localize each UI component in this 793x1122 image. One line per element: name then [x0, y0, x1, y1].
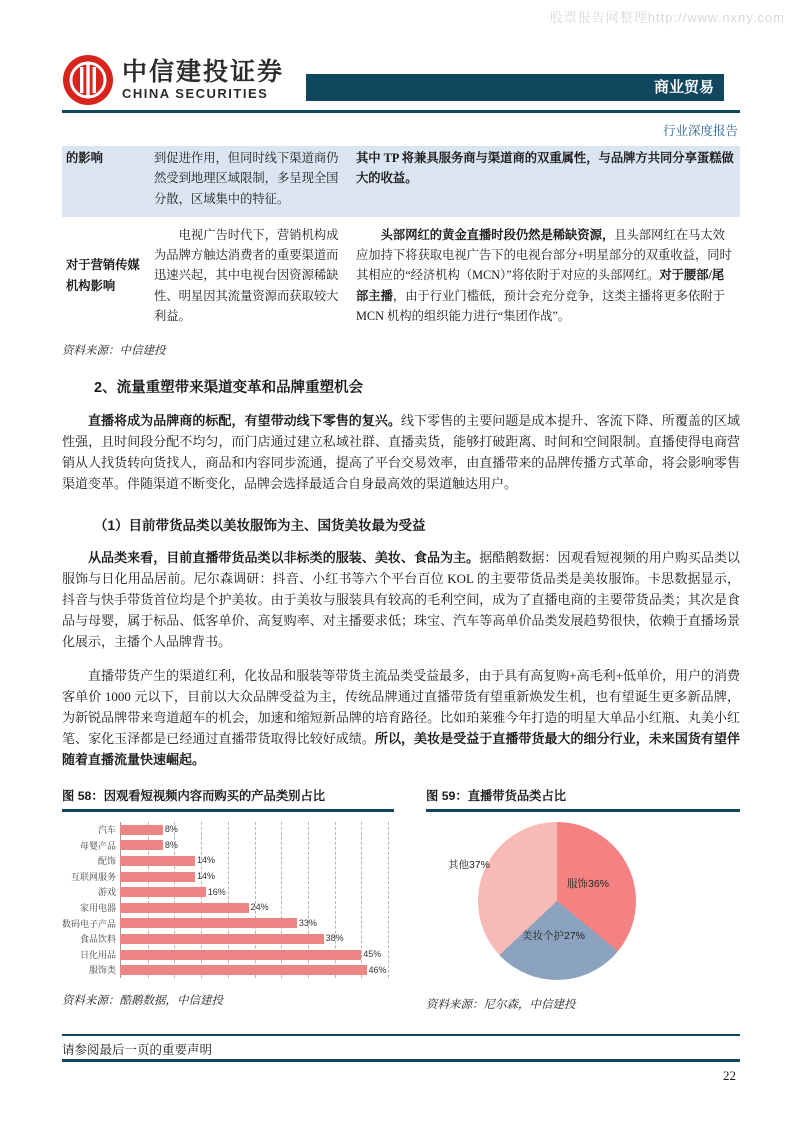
bar-row — [62, 884, 388, 900]
report-type-label: 行业深度报告 — [662, 124, 738, 138]
text-segment: 头部网红的黄金直播时段仍然是稀缺资源， — [380, 227, 615, 242]
text-segment: 直播带货产生的渠道红利，化妆品和服装等带货主流品类受益最多，由于具有高复购+高毛利+低单价，用户的消费客单价 1000 元以下，目前以大众品牌受益为主，传统品牌通过直播带货有望重新焕发生机，也有望诞生更多新品牌，为新锐品牌带来弯道超车的机会，加速和缩短新品牌的培育路径。比如珀莱雅今年打造的明星大单品小红瓶、丸美小红笔、家化玉泽都是已经通过直播带货取得比较好成绩。 — [62, 668, 740, 747]
text-segment: ，由于行业门槛低，预计会充分竞争，这类主播将更多依附于 MCN 机构的组织能力进行“集团作战”。 — [356, 288, 725, 323]
table-cell-traditional — [150, 217, 352, 334]
figure-58-title-rule — [62, 809, 394, 812]
bar-chart — [62, 820, 394, 984]
text-segment: 所以，美妆是受益于直播带货最大的细分行业，未来国货有望伴随着直播流量快速崛起。 — [62, 731, 740, 768]
bar-track — [120, 869, 388, 885]
figure-59-title-rule — [426, 809, 740, 812]
bar — [120, 903, 249, 913]
subsection-heading: （1）目前带货品类以美妆服饰为主、国货美妆最为受益 — [94, 518, 426, 534]
table-cell-rowlabel: 的影响 — [62, 146, 150, 217]
page-number: 22 — [723, 1068, 736, 1083]
bar — [120, 840, 163, 850]
watermark-text: 股票报告网整理http://www.nxny.com — [549, 10, 785, 25]
text-segment: 其中 TP 将兼具服务商与渠道商的双重属性，与品牌方共同分享蛋糕做大的收益。 — [356, 151, 734, 186]
bar-value-label: 38% — [325, 933, 344, 944]
bar-track — [120, 962, 388, 978]
bar-track — [120, 822, 388, 838]
text-segment: 线下零售的主要问题是成本提升、客流下降、所覆盖的区域性强，且时间段分配不均匀，而门店通过建立私域社群、直播卖货，能够打破距离、时间和空间限制。直播使得电商营销从人找货转向货找人，商品和内容同步流通，提高了平台交易效率，由直播带来的品牌传播方式革命，将会影响零售渠道变革。伴随渠道不断变化，品牌会选择最适合自身最高效的渠道触达用户。 — [62, 413, 740, 492]
bar-category-label: 母婴产品 — [79, 840, 116, 851]
figure-58-title: 图 58：因观看短视频内容而购买的产品类别占比 — [62, 789, 326, 804]
text-segment: 对于腰部/尾部主播 — [356, 268, 725, 303]
bar-row — [62, 900, 388, 916]
section-heading: 2、流量重塑带来渠道变革和品牌重塑机会 — [94, 380, 364, 397]
china-securities-logo-icon — [62, 54, 114, 106]
bar-row — [62, 837, 388, 853]
bar-track — [120, 884, 388, 900]
bar-row — [62, 853, 388, 869]
bar-track — [120, 837, 388, 853]
bar — [120, 825, 163, 835]
brand-name-en: CHINA SECURITIES — [122, 86, 269, 102]
bar-category-label: 游戏 — [97, 887, 116, 898]
bar-value-label: 8% — [164, 824, 178, 835]
bar-category-label: 服饰类 — [88, 965, 116, 976]
pie-graphic — [478, 822, 636, 980]
figures-row — [62, 786, 740, 1012]
text-segment: 到促进作用，但同时线下渠道商仍然受到地理区域限制，多呈现全国分散，区域集中的特征。 — [154, 151, 339, 206]
paragraph — [62, 665, 740, 770]
bar-value-label: 14% — [197, 855, 216, 866]
bar — [120, 965, 367, 975]
table-source: 资料来源：中信建投 — [62, 345, 166, 358]
figure-59-title: 图 59：直播带货品类占比 — [426, 789, 567, 804]
page-header — [62, 50, 738, 110]
table-cell-live — [352, 146, 740, 217]
bar-value-label: 8% — [164, 839, 178, 850]
bar-track — [120, 931, 388, 947]
bar-row — [62, 962, 388, 978]
figure-59 — [426, 786, 740, 1012]
table-cell-traditional — [150, 146, 352, 217]
bar-category-label: 互联网服务 — [70, 871, 116, 882]
bar-value-label: 45% — [363, 949, 382, 959]
text-segment: 据酷鹅数据：因观看短视频的用户购买品类以服饰与日化用品居前。尼尔森调研：抖音、小红书等六个平台百位 KOL 的主要带货品类是美妆服饰。卡思数据显示，抖音与快手带货首位均是个护美妆。由于美妆与服装具有较高的毛利空间，成为了直播电商的主要带货品类；其次是食品与母婴，属于标品、低客单价、高复购率、对主播要求低；珠宝、汽车等高单价品类发展趋势很快，依赖于直播场景化展示，主播个人品牌背书。 — [62, 550, 740, 650]
bar-track — [120, 947, 388, 963]
bar-row — [62, 947, 388, 963]
bar-category-label: 食品饮料 — [79, 934, 116, 945]
brand-name — [122, 59, 284, 102]
gridline — [388, 822, 389, 978]
brand-name-cn: 中信建投证券 — [122, 57, 285, 86]
paragraph — [62, 410, 740, 494]
bar-row — [62, 931, 388, 947]
footer-disclaimer: 请参阅最后一页的重要声明 — [62, 1043, 213, 1057]
header-divider — [62, 110, 740, 113]
pie-chart — [426, 820, 740, 988]
figure-58-source: 资料来源：酷鹅数据，中信建投 — [62, 994, 223, 1007]
bar-category-label: 日化用品 — [79, 949, 116, 960]
text-segment: 直播将成为品牌商的标配，有望带动线下零售的复兴。 — [88, 413, 401, 429]
bar — [120, 934, 324, 944]
sector-label-bar: 商业贸易 — [306, 74, 724, 101]
bar-row — [62, 915, 388, 931]
table-cell-rowlabel: 对于营销传媒机构影响 — [66, 258, 140, 293]
bar-value-label: 16% — [207, 886, 226, 897]
bar-category-label: 配饰 — [97, 856, 116, 867]
figure-59-source: 资料来源：尼尔森，中信建投 — [426, 998, 576, 1011]
bar-value-label: 46% — [368, 964, 387, 975]
pie-slice-label: 服饰36% — [567, 877, 610, 890]
bar-value-label: 33% — [298, 917, 317, 928]
table-row — [62, 146, 740, 217]
bar-row — [62, 822, 388, 838]
bar-track — [120, 915, 388, 931]
bar-category-label: 汽车 — [97, 825, 116, 836]
footer-divider-bottom — [62, 1059, 740, 1062]
bar-value-label: 24% — [250, 902, 269, 913]
bar-category-label: 家用电器 — [79, 903, 116, 914]
pie-slice-label: 美妆个护27% — [522, 929, 586, 942]
pie-slice-label: 其他37% — [448, 858, 491, 871]
table-cell-live — [352, 217, 740, 334]
text-segment: 从品类来看，目前直播带货品类以非标类的服装、美妆、食品为主。 — [88, 550, 480, 566]
bar-row — [62, 869, 388, 885]
footer-divider-top — [62, 1034, 740, 1036]
bar — [120, 872, 195, 882]
bar — [120, 856, 195, 866]
bar-category-label: 数码电子产品 — [62, 918, 117, 929]
fig58-plot — [62, 822, 388, 978]
bar — [120, 918, 297, 928]
text-segment: 电视广告时代下，营销机构成为品牌方触达消费者的重要渠道而迅速兴起，其中电视台因资源稀缺性、明星因其流量资源而获取较大利益。 — [154, 227, 339, 323]
table-row — [62, 217, 740, 334]
bar-track — [120, 853, 388, 869]
bar-track — [120, 900, 388, 916]
bar-value-label: 14% — [197, 871, 216, 882]
figure-58 — [62, 786, 394, 1012]
paragraph — [62, 547, 740, 652]
impact-table — [62, 146, 740, 334]
text-segment: 且头部网红在马太效应加持下将获取电视广告下的电视台部分+明星部分的双重收益，同时其相应的“经济机构（MCN）”将依附于对应的头部网红。 — [356, 227, 732, 283]
brand-logo — [62, 54, 284, 106]
bar — [120, 887, 206, 897]
bar — [120, 950, 361, 960]
main-content — [62, 146, 740, 1012]
